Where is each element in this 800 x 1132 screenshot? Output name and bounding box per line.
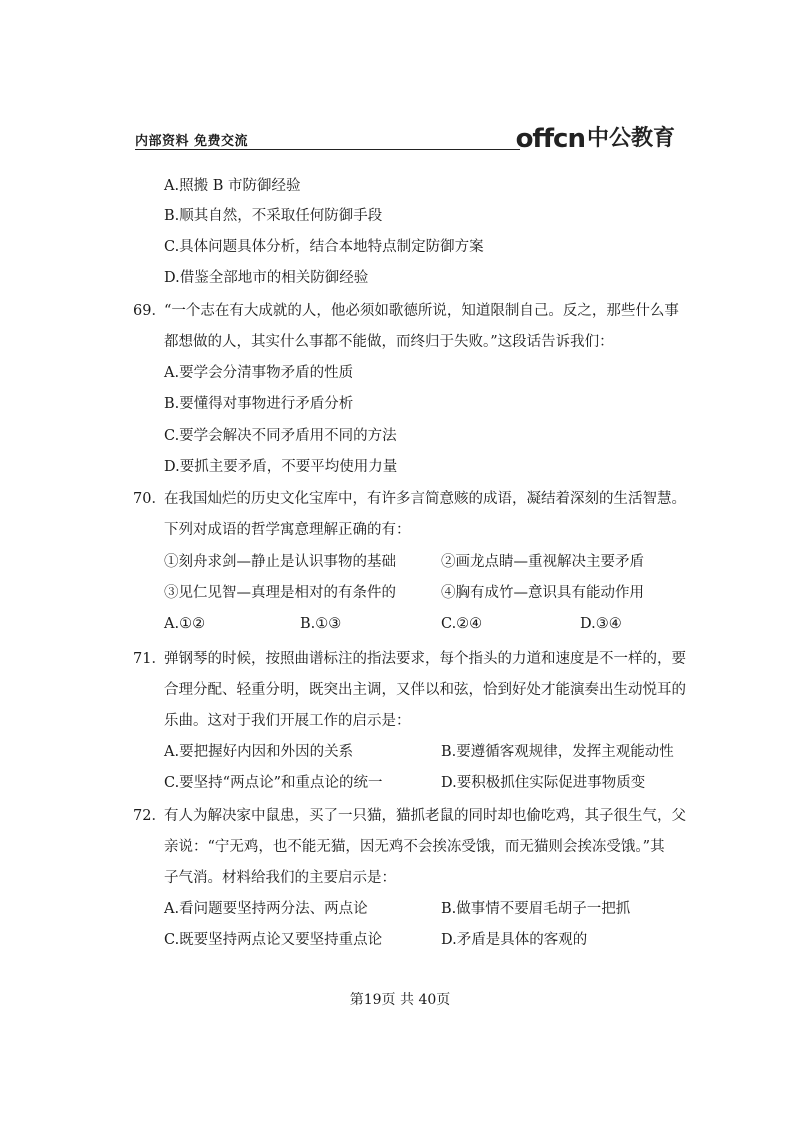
option-c: C.既要坚持两点论又要坚持重点论 <box>164 932 383 948</box>
option-b: B.要遵循客观规律，发挥主观能动性 <box>441 744 674 760</box>
header-rule <box>135 149 520 150</box>
option-b: B.要懂得对事物进行矛盾分析 <box>164 396 354 412</box>
logo-text-cn: 中公教育 <box>586 126 675 151</box>
option-c: C.要坚持“两点论”和重点论的统一 <box>164 775 383 791</box>
option-c: C.要学会解决不同矛盾用不同的方法 <box>164 428 397 444</box>
statement-item: ③见仁见智—真理是相对的有条件的 <box>164 585 396 601</box>
option-a: A.要把握好内因和外因的关系 <box>164 744 354 760</box>
option-a: A.①② <box>164 616 206 632</box>
option-d: D.要积极抓住实际促进事物质变 <box>441 775 646 791</box>
option-d: D.③④ <box>580 616 622 632</box>
option-d: D.矛盾是具体的客观的 <box>441 932 588 948</box>
logo-text-en: offcn <box>515 124 585 154</box>
option-c: C.②④ <box>441 616 483 632</box>
question-stem: 乐曲。这对于我们开展工作的启示是： <box>164 713 411 729</box>
question-number: 71． <box>133 651 166 667</box>
option-b: B.做事情不要眉毛胡子一把抓 <box>441 901 631 917</box>
option-b: B.顺其自然，不采取任何防御手段 <box>164 208 383 224</box>
statement-item: ④胸有成竹—意识具有能动作用 <box>441 585 644 601</box>
option-d: D.借鉴全部地市的相关防御经验 <box>164 270 369 286</box>
option-b: B.①③ <box>300 616 342 632</box>
option-a: A.要学会分清事物矛盾的性质 <box>164 365 354 381</box>
statement-item: ①刻舟求剑—静止是认识事物的基础 <box>164 554 396 570</box>
question-stem: 下列对成语的哲学寓意理解正确的有： <box>164 522 411 538</box>
page-number: 第19页 共 40页 <box>349 992 451 1008</box>
question-stem: “一个志在有大成就的人，他必须如歌德所说，知道限制自己。反之，那些什么事 <box>164 303 679 319</box>
question-stem: 弹钢琴的时候，按照曲谱标注的指法要求，每个指头的力道和速度是不一样的，要 <box>164 651 686 667</box>
offcn-logo <box>516 122 675 152</box>
option-a: A.看问题要坚持两分法、两点论 <box>164 901 368 917</box>
question-number: 70． <box>133 491 166 507</box>
question-stem: 子气消。材料给我们的主要启示是： <box>164 870 396 886</box>
question-stem: 有人为解决家中鼠患，买了一只猫，猫抓老鼠的同时却也偷吃鸡，其子很生气，父 <box>164 808 686 824</box>
option-a: A.照搬 B 市防御经验 <box>164 178 301 194</box>
page-header <box>135 122 675 152</box>
question-stem: 都想做的人，其实什么事都不能做，而终归于失败。”这段话告诉我们： <box>164 334 614 350</box>
question-stem: 合理分配、轻重分明，既突出主调，又伴以和弦，恰到好处才能演奏出生动悦耳的 <box>164 682 686 698</box>
header-label: 内部资料 免费交流 <box>135 134 249 149</box>
question-number: 69． <box>133 303 166 319</box>
option-d: D.要抓主要矛盾，不要平均使用力量 <box>164 459 398 475</box>
question-number: 72． <box>133 808 166 824</box>
statement-item: ②画龙点睛—重视解决主要矛盾 <box>441 554 644 570</box>
option-c: C.具体问题具体分析，结合本地特点制定防御方案 <box>164 239 484 255</box>
question-stem: 在我国灿烂的历史文化宝库中，有许多言简意赅的成语，凝结着深刻的生活智慧。 <box>164 491 686 507</box>
question-stem: 亲说：“宁无鸡，也不能无猫，因无鸡不会挨冻受饿，而无猫则会挨冻受饿。”其 <box>164 839 665 855</box>
